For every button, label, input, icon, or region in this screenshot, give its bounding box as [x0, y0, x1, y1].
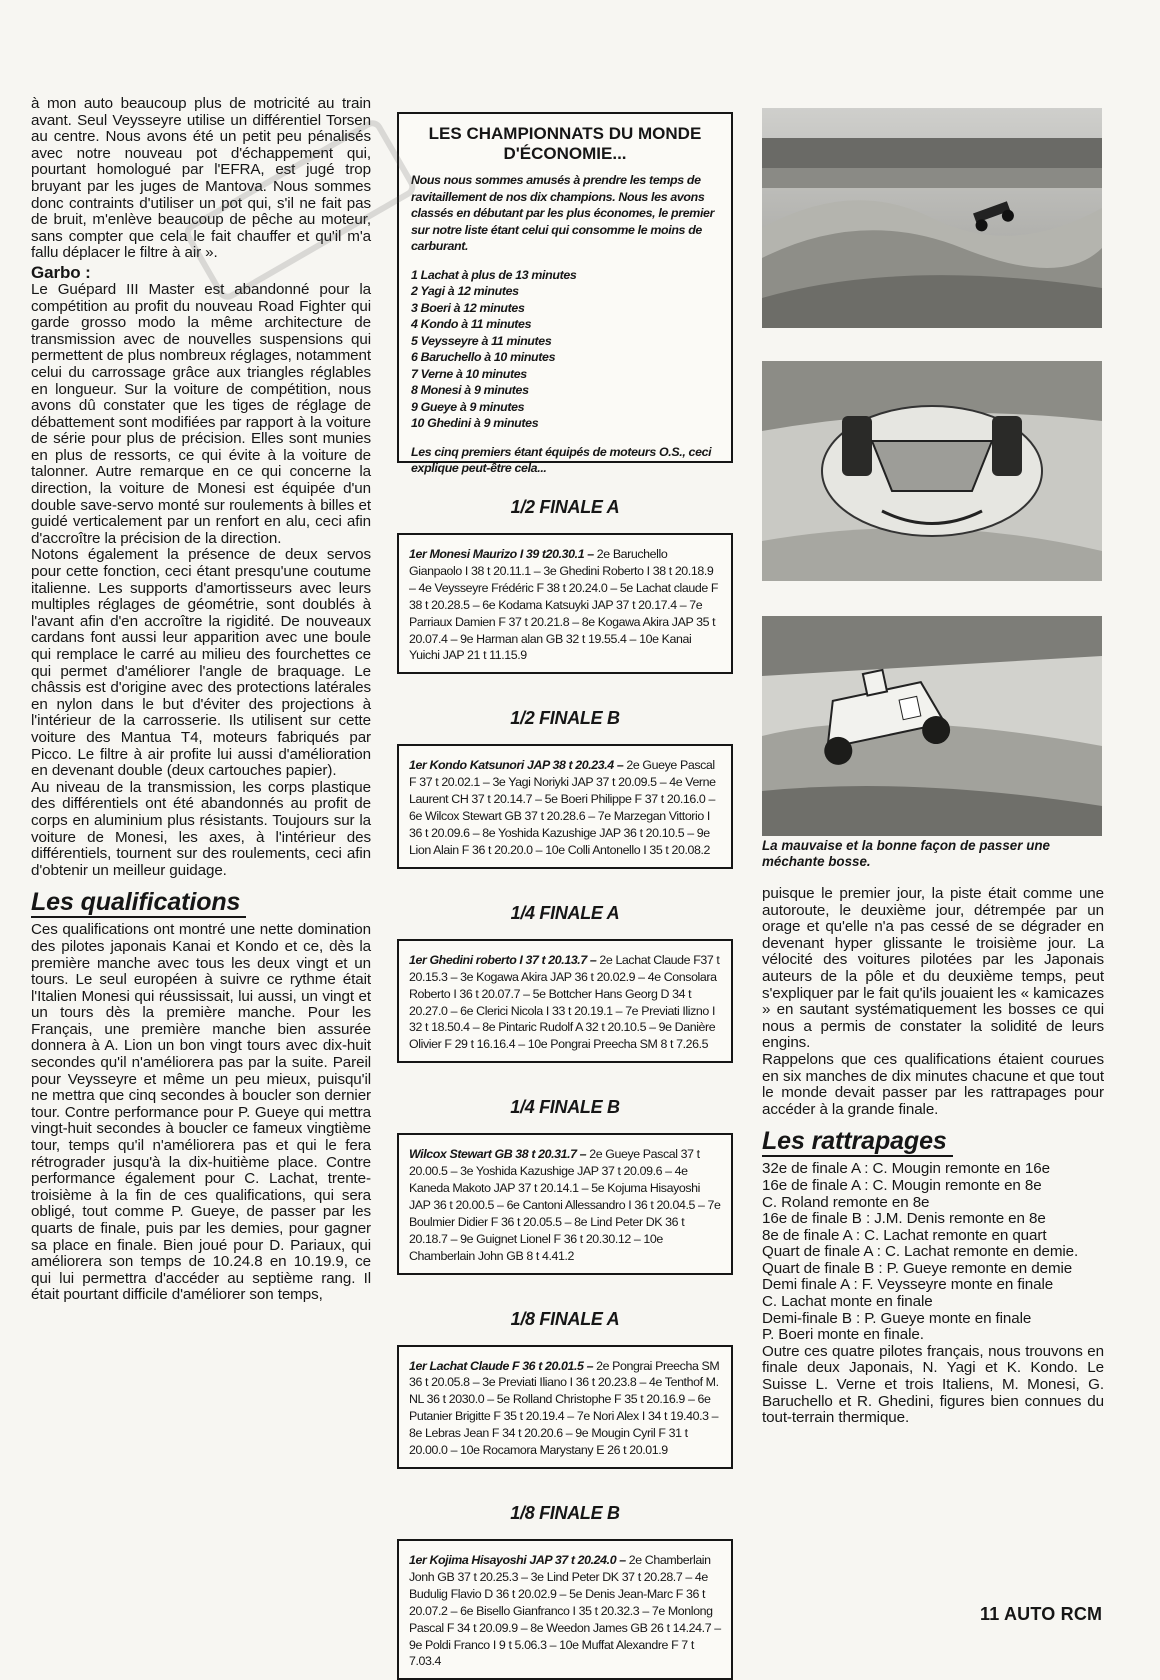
photo-car-upside-down	[762, 361, 1102, 581]
list-item: 3 Boeri à 12 minutes	[411, 300, 525, 315]
results-box	[397, 1133, 733, 1274]
paragraph: Rappelons que ces qualifications étaient courues en six manches de dix minutes chacune et que tout le monde devait passer par les rattrapages pour accéder à la grande finale.	[762, 1050, 1104, 1118]
results-box	[397, 1345, 733, 1469]
paragraph: Notons également la présence de deux servos pour cette fonction, ceci étant presqu'une coutume italienne. Les supports d'amortisseurs avec leurs multiples réglages de géométrie, sont doublés à l'avant afin d'en accroître la rigidité. De nouveaux cardans font aussi leur apparition avec une boule qui remplace le carré au milieu des fourchettes ce qui permet d'améliorer l'angle de braquage. Le châssis est d'origine avec des protections latérales en nylon dans le but d'éviter des projections à l'intérieur de la carrosserie. Ils utilisent sur cette voiture des Mantua T4, moteurs fabriqués par Picco. Le filtre à air profite lui aussi d'amélioration en devenant double (deux cartouches papier).	[31, 546, 371, 780]
list-item: C. Lachat monte en finale	[762, 1293, 933, 1311]
column-middle	[397, 96, 733, 1680]
list-item: 6 Baruchello à 10 minutes	[411, 350, 556, 364]
qualifications-heading: Les qualifications	[31, 889, 246, 918]
list-item: 1 Lachat à plus de 13 minutes	[411, 267, 577, 282]
list-item: 16e de finale A : C. Mougin remonte en 8e	[762, 1176, 1042, 1194]
paragraph: Au niveau de la transmission, les corps plastique des différentiels ont été abandonnés au profit de corps en aluminium plus résistants. Toujours sur la voiture de Monesi, les axes, à l'intérieur des différentiels, tournent sur des roulements, ceci afin d'obtenir un meilleur guidage.	[31, 778, 371, 879]
list-item: 32e de finale A : C. Mougin remonte en 16e	[762, 1160, 1050, 1178]
list-item: Quart de finale A : C. Lachat remonte en demie.	[762, 1243, 1079, 1261]
final-title: 1/8 FINALE B	[510, 1503, 620, 1523]
final-title: 1/4 FINALE B	[510, 1097, 620, 1118]
list-item: P. Boeri monte en finale.	[762, 1326, 924, 1344]
list-item: 4 Kondo à 11 minutes	[411, 317, 532, 331]
winner: 1er Ghedini roberto I 37 t 20.13.7 –	[409, 952, 597, 967]
garbo-heading: Garbo :	[31, 262, 91, 282]
results-box	[397, 1539, 733, 1680]
list-item: 9 Gueye à 9 minutes	[411, 399, 525, 414]
list-item: C. Roland remonte en 8e	[762, 1193, 930, 1211]
article-text	[31, 96, 371, 1304]
photo-car-jump	[762, 108, 1102, 328]
results-box	[397, 744, 733, 868]
rattrapages-heading: Les rattrapages	[762, 1128, 953, 1157]
paragraph: Le Guépard III Master est abandonné pour la compétition au profit du nouveau Road Fighter qui garde grosso modo la même architecture de transmission avec de nouvelles suspensions qui permettent de plus nombreux réglages, notamment celui du carrossage grâce aux triangles réglables en longueur. Sur la voiture de compétition, nous avons dû constater que les tiges de réglage de débattement sont modifiées par rapport à la voiture de série pour plus de précision. Elles sont munies en plus de ressorts, ce qui évite à la voiture de talonner. Autre remarque en ce qui concerne la direction, la voiture de Monesi est équipée d'un double save-servo monté sur roulements à billes et guidé verticalement par un renfort en alu, ceci afin d'accroître la précision de la direction.	[31, 280, 371, 547]
photo-car-racing	[762, 616, 1102, 836]
paragraph: à mon auto beaucoup plus de motricité au train avant. Seul Veysseyre utilise un différentiel Torsen au centre. Nous avons été un petit peu pénalisés avec notre nouveau pot d'échappement qui, pourtant homologué par l'EFRA, est jugé trop bruyant par les juges de Mantova. Nous sommes donc contraints d'utiliser un pot qui, s'il ne fait pas de bruit, m'enlève beaucoup de pêche au moteur, sans compter que cela le fait chauffer et qu'il m'a fallu déplacer le filtre à air ».	[31, 95, 371, 262]
final-title: 1/2 FINALE B	[510, 708, 620, 729]
magazine-name: AUTO RCM	[1003, 1604, 1103, 1624]
results-text: 2e Baruchello Gianpaolo I 38 t 20.11.1 – 3e Ghedini Roberto I 38 t 20.18.9 – 4e Veysseyre Frédéric F 38 t 20.24.0 – 5e Lachat claude F 38 t 20.28.5 – 6e Kodama Katsuyki JAP 37 t 20.17.4 – 7e Parriaux Damien F 37 t 20.21.8 – 8e Kogawa Akira JAP 35 t 20.07.4 – 9e Harman alan GB 32 t 19.55.4 – 10e Kanai Yuichi JAP 21 t 11.15.9	[409, 547, 719, 663]
winner: Wilcox Stewart GB 38 t 20.31.7 –	[409, 1147, 587, 1162]
list-item: Demi finale A : F. Veysseyre monte en finale	[762, 1276, 1054, 1294]
winner: 1er Lachat Claude F 36 t 20.01.5 –	[409, 1358, 594, 1373]
final-title: 1/4 FINALE A	[510, 902, 620, 923]
article-text	[762, 886, 1104, 1427]
results-text: 2e Gueye Pascal F 37 t 20.02.1 – 3e Yagi Noriyki JAP 37 t 20.09.5 – 4e Verne Laurent CH 37 t 20.14.7 – 5e Boeri Philippe F 37 t 20.16.0 – 6e Wilcox Stewart GB 37 t 20.28.6 – 7e Marzegan Vittorio I 36 t 20.09.6 – 8e Yoshida Kazushige JAP 36 t 20.10.5 – 9e Lion Alain F 36 t 20.20.0 – 10e Colli Antonello I 35 t 20.08.2	[409, 758, 716, 857]
page-number: 11	[980, 1604, 1000, 1624]
final-title: 1/8 FINALE A	[510, 1308, 620, 1329]
list-item: Quart de finale B : P. Gueye remonte en demie	[762, 1259, 1073, 1277]
list-item: 7 Verne à 10 minutes	[411, 366, 527, 381]
economy-sidebar-box	[397, 112, 733, 475]
paragraph: Outre ces quatre pilotes français, nous trouvons en finale deux Japonais, N. Yagi et K. Kondo. Le Suisse L. Verne et trois Italiens, M. Monesi, G. Baruchello et R. Ghedini, figures bien connues du tout-terrain thermique.	[762, 1342, 1104, 1427]
column-right	[762, 96, 1104, 1596]
results-box	[397, 533, 733, 674]
economy-outro: Les cinq premiers étant équipés de moteurs O.S., ceci explique peut-être cela...	[411, 444, 712, 475]
list-item: 16e de finale B : J.M. Denis remonte en 8e	[762, 1210, 1046, 1228]
winner: 1er Kojima Hisayoshi JAP 37 t 20.24.0 –	[409, 1553, 626, 1567]
list-item: 5 Veysseyre à 11 minutes	[411, 333, 552, 348]
results-text: 2e Pongrai Preecha SM 36 t 20.05.8 – 3e Previati Iliano I 36 t 20.23.8 – 4e Tenthof M. NL 36 t 2030.0 – 5e Rolland Christophe F 35 t 20.16.9 – 6e Putanier Brigitte F 35 t 20.19.4 – 7e Nori Alex I 34 t 19.40.3 – 8e Lebras Jean F 34 t 20.20.6 – 9e Mougin Cyril F 31 t 20.00.0 – 10e Rocamora Marystany E 26 t 20.01.9	[409, 1358, 720, 1458]
winner: 1er Monesi Maurizo I 39 t20.30.1 –	[409, 547, 594, 561]
economy-ranking-list	[411, 267, 719, 432]
photo-caption: La mauvaise et la bonne façon de passer une méchante bosse.	[762, 838, 1050, 869]
results-box	[397, 939, 733, 1063]
results-text: 2e Lachat Claude F37 t 20.15.3 – 3e Kogawa Akira JAP 36 t 20.02.9 – 4e Consolara Roberto I 36 t 20.07.7 – 5e Bottcher Hans Georg D 34 t 20.27.0 – 6e Clerici Nicola I 33 t 20.19.1 – 7e Previati Ilizno I 32 t 18.50.4 – 8e Pintaric Rudolf A 32 t 20.10.5 – 9e Danière Olivier F 29 t 16.16.4 – 10e Pongrai Preecha SM 8 t 7.26.5	[409, 952, 720, 1052]
list-item: 2 Yagi à 12 minutes	[411, 284, 519, 298]
economy-title: LES CHAMPIONNATS DU MONDE D'ÉCONOMIE...	[428, 124, 702, 163]
paragraph: Ces qualifications ont montré une nette domination des pilotes japonais Kanai et Kondo et ce, dès la première manche avec tous les deux vingt et un tours. Le seul européen à suivre ce rythme était l'Italien Monesi qui réussissait, lui aussi, un vingt et un tours dès la première manche. Pour les Français, une première manche bien assurée donnera à A. Lion un bon vingt tours avec dix-huit secondes qu'il n'améliorera pas par la suite. Pareil pour Veysseyre et même un peu mieux, puisqu'il ne mettra que cinq secondes à boucler son dernier tour. Contre performance pour P. Gueye qui mettra vingt-huit secondes à boucler ce fameux vingtième tour, temps qu'il n'améliorera pas et qui le fera rétrograder jusqu'à la dix-huitième place. Contre performance également pour C. Lachat, trente- troisième à la fin de ces qualifications, qui sera obligé, tout comme P. Gueye, de passer par les quarts de finale, puis par les demies, pour gagner sa place en finale. Bien joué pour D. Pariaux, qui améliorera son temps de 10.24.8 en 10.19.9, ce qui lui permettra d'accéder au septième rang. Il était pourtant difficile d'améliorer son temps,	[31, 921, 371, 1304]
list-item: 8 Monesi à 9 minutes	[411, 383, 529, 397]
list-item: 10 Ghedini à 9 minutes	[411, 416, 539, 430]
economy-intro: Nous nous sommes amusés à prendre les temps de ravitaillement de nos dix champions. Nous les avons classés en débutant par les plus économes, le premier sur notre liste étant celui qui consomme le moins de carburant.	[411, 173, 715, 253]
list-item: 8e de finale A : C. Lachat remonte en quart	[762, 1226, 1047, 1244]
winner: 1er Kondo Katsunori JAP 38 t 20.23.4 –	[409, 758, 624, 773]
paragraph: puisque le premier jour, la piste était comme une autoroute, le deuxième jour, détrempée par un orage et qu'elle n'a pas cessé de se dégrader en devenant hyper glissante le troisième jour. La vélocité des voitures pilotées par les Japonais auteurs de la pôle et du deuxième temps, peut s'expliquer par le fait qu'ils jouaient les « kamicazes » en sautant systématiquement les bosses ce qui nous a permis de constater la solidité de leurs engins.	[762, 885, 1104, 1052]
page-footer	[980, 1604, 1102, 1625]
results-text: 2e Gueye Pascal 37 t 20.00.5 – 3e Yoshida Kazushige JAP 37 t 20.09.6 – 4e Kaneda Makoto JAP 37 t 20.14.1 – 5e Kojuma Hisayoshi JAP 36 t 20.00.5 – 6e Cantoni Allessandro I 36 t 20.04.5 – 7e Boulmier Didier F 36 t 20.05.5 – 8e Lind Peter DK 36 t 20.18.7 – 9e Guignet Lionel F 36 t 20.30.12 – 10e Chamberlain John GB 8 t 4.41.2	[409, 1147, 721, 1263]
column-left	[31, 96, 371, 1304]
results-text: 2e Chamberlain Jonh GB 37 t 20.25.3 – 3e Lind Peter DK 37 t 20.28.7 – 4e Budulig Flavio D 36 t 20.02.9 – 5e Denis Jean-Marc F 36 t 20.07.2 – 6e Bisello Gianfranco I 35 t 20.32.3 – 7e Monlong Pascal F 34 t 20.09.9 – 8e Weedon James GB 26 t 14.24.7 – 9e Poldi Franco I 9 t 5.06.3 – 10e Muffat Alexandre F 7 t 7.03.4	[409, 1553, 721, 1669]
final-title: 1/2 FINALE A	[510, 497, 620, 517]
list-item: Demi-finale B : P. Gueye monte en finale	[762, 1309, 1032, 1327]
